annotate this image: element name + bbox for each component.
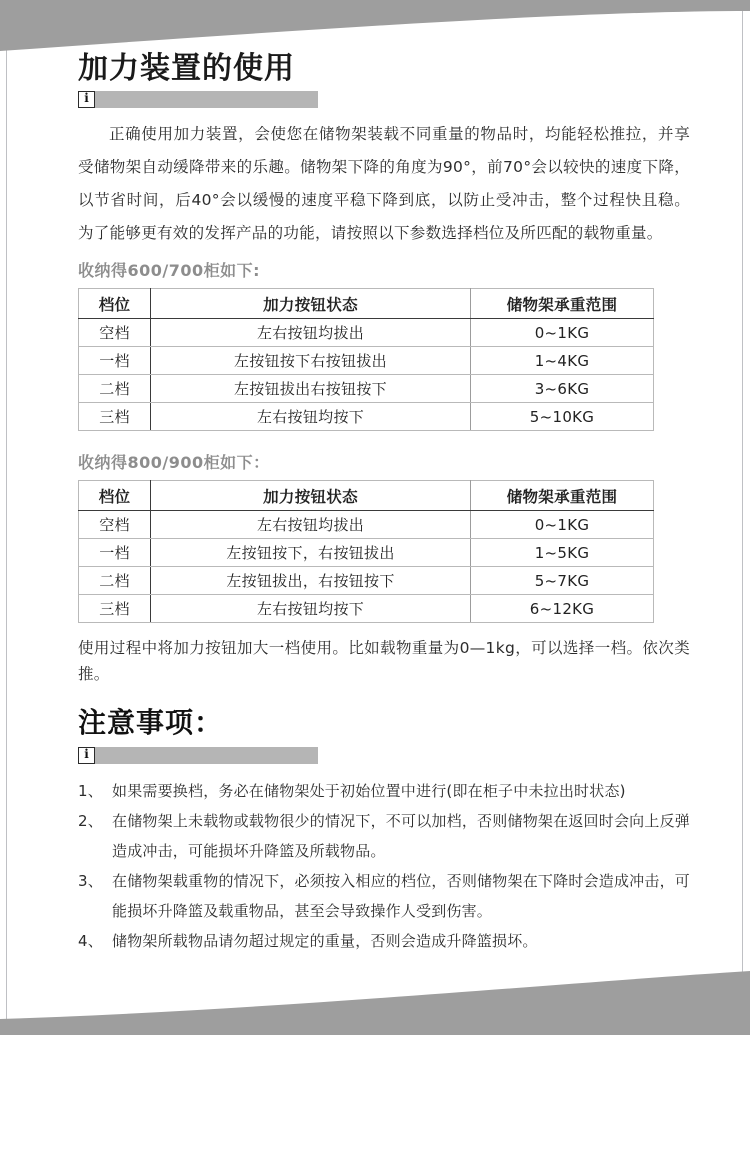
table1-r2-range: 3~6KG — [471, 375, 654, 403]
list-item — [78, 866, 690, 926]
table1-subtitle: 收纳得600/700柜如下: — [78, 261, 261, 280]
table1-header-state: 加力按钮状态 — [151, 289, 471, 319]
table-row — [79, 567, 654, 595]
table2-r3-gear: 三档 — [79, 595, 151, 623]
page-title: 加力装置的使用 — [78, 51, 295, 86]
spec-table-800-900 — [78, 480, 654, 623]
info-bar-section2 — [78, 747, 318, 764]
note-number: 1、 — [78, 782, 103, 800]
table2-r2-gear: 二档 — [79, 567, 151, 595]
notes-list — [78, 776, 690, 956]
info-bar-section1 — [78, 91, 318, 108]
table1-r1-state: 左按钮按下右按钮拔出 — [151, 347, 471, 375]
info-icon: i — [78, 747, 95, 764]
table-row — [79, 511, 654, 539]
table2-r3-range: 6~12KG — [471, 595, 654, 623]
note-number: 4、 — [78, 932, 103, 950]
table2-header-state: 加力按钮状态 — [151, 481, 471, 511]
table1-r3-gear: 三档 — [79, 403, 151, 431]
intro-paragraph: 正确使用加力装置，会使您在储物架装载不同重量的物品时，均能轻松推拉，并享受储物架自动缓降带来的乐趣。储物架下降的角度为90°，前70°会以较快的速度下降，以节省时间，后40°会以缓慢的速度平稳下降到底，以防止受冲击，整个过程快且稳。为了能够更有效的发挥产品的功能，请按照以下参数选择档位及所匹配的载物重量。 — [78, 125, 690, 242]
table2-header-gear: 档位 — [79, 481, 151, 511]
table-row — [79, 347, 654, 375]
list-item — [78, 806, 690, 866]
table-row — [79, 319, 654, 347]
list-item — [78, 926, 690, 956]
table-row — [79, 539, 654, 567]
decorative-swoosh-bottom — [0, 955, 750, 1035]
table1-r0-gear: 空档 — [79, 319, 151, 347]
usage-note-paragraph: 使用过程中将加力按钮加大一档使用。比如载物重量为0—1kg，可以选择一档。依次类推。 — [78, 639, 690, 683]
table2-header-range: 储物架承重范围 — [471, 481, 654, 511]
note-text: 在储物架载重物的情况下，必须按入相应的档位，否则储物架在下降时会造成冲击，可能损坏升降篮及载重物品，甚至会导致操作人受到伤害。 — [112, 872, 690, 920]
table2-r1-gear: 一档 — [79, 539, 151, 567]
note-text: 储物架所载物品请勿超过规定的重量，否则会造成升降篮损坏。 — [112, 932, 538, 950]
table2-r1-state: 左按钮按下，右按钮拔出 — [151, 539, 471, 567]
table1-r0-state: 左右按钮均拔出 — [151, 319, 471, 347]
table-row — [79, 375, 654, 403]
table1-r2-state: 左按钮拔出右按钮按下 — [151, 375, 471, 403]
table2-r2-state: 左按钮拔出，右按钮按下 — [151, 567, 471, 595]
table1-r0-range: 0~1KG — [471, 319, 654, 347]
note-text: 在储物架上未载物或载物很少的情况下，不可以加档，否则储物架在返回时会向上反弹造成冲击，可能损坏升降篮及所载物品。 — [112, 812, 690, 860]
table1-r1-range: 1~4KG — [471, 347, 654, 375]
table1-header-gear: 档位 — [79, 289, 151, 319]
note-number: 3、 — [78, 872, 103, 890]
table2-r3-state: 左右按钮均按下 — [151, 595, 471, 623]
table2-subtitle: 收纳得800/900柜如下： — [78, 453, 270, 472]
spec-table-600-700 — [78, 288, 654, 431]
info-icon: i — [78, 91, 95, 108]
table1-r1-gear: 一档 — [79, 347, 151, 375]
table2-r0-state: 左右按钮均拔出 — [151, 511, 471, 539]
table-header-row — [79, 289, 654, 319]
table2-r2-range: 5~7KG — [471, 567, 654, 595]
table-row — [79, 403, 654, 431]
note-text: 如果需要换档，务必在储物架处于初始位置中进行(即在柜子中未拉出时状态) — [112, 782, 626, 800]
table2-r1-range: 1~5KG — [471, 539, 654, 567]
table1-r3-state: 左右按钮均按下 — [151, 403, 471, 431]
table2-r0-range: 0~1KG — [471, 511, 654, 539]
table-row — [79, 595, 654, 623]
table1-header-range: 储物架承重范围 — [471, 289, 654, 319]
note-number: 2、 — [78, 812, 103, 830]
table1-r3-range: 5~10KG — [471, 403, 654, 431]
table-header-row — [79, 481, 654, 511]
table2-r0-gear: 空档 — [79, 511, 151, 539]
list-item — [78, 776, 690, 806]
notes-title: 注意事项： — [78, 706, 224, 739]
table1-r2-gear: 二档 — [79, 375, 151, 403]
